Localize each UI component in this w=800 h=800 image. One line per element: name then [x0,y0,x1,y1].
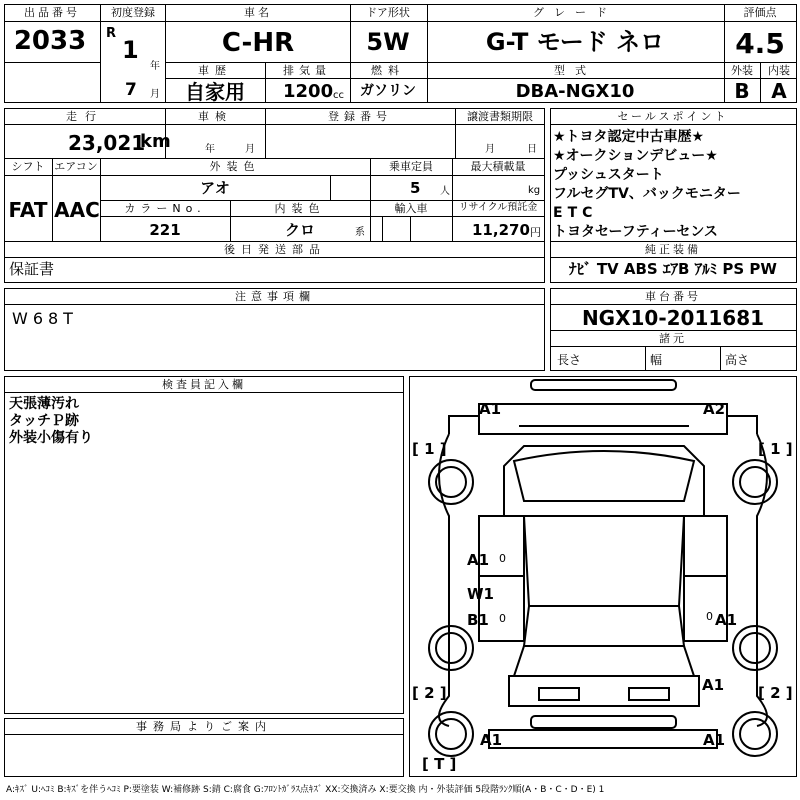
legend: A:ｷｽﾞ U:ﾍｺﾐ B:ｷｽﾞを伴うﾍｺﾐ P:要塗装 W:補修跡 S:錆 C:腐食 G:ﾌﾛﾝﾄｶﾞﾗｽ点ｷｽﾞ XX:交換済み X:要交換 内・外装評価 5段階ﾗﾝｸ順(A・B・C・D・E) 1 [6,785,605,795]
ac-label: エアコン [54,160,98,173]
wheel-mark: [ 2 ] [412,684,447,702]
int-color-unit: 系 [355,227,365,238]
selling-points-label: セールスポイント [617,110,729,123]
shift-label: シフト [11,160,45,173]
interior-score: A [771,79,787,103]
inspector-notes [9,396,93,447]
docs-day: 日 [527,144,537,155]
cc-unit: cc [333,90,344,101]
load-label: 最大積載量 [470,160,526,173]
selling-point: プッシュスタート [553,167,664,183]
damage-mark: A1 [715,611,738,629]
capacity-label: 乗車定員 [389,160,433,173]
equipment-label: 純正装備 [645,243,701,256]
chassis-label: 車台番号 [645,290,701,303]
score: 4.5 [735,27,785,60]
displacement-label: 排気量 [283,64,331,77]
lot-label: 出品番号 [24,6,80,19]
reg-month: 7 [125,80,137,100]
lot-number: 2033 [13,26,87,56]
car-name: C-HR [221,28,295,58]
inspection-year-unit: 年 [205,144,215,155]
history-label: 車歴 [198,64,232,77]
inspector-note: 外装小傷有り [9,430,93,446]
selling-point: ETC [553,205,598,221]
reg-no-label: 登録番号 [328,110,392,123]
ext-color-label: 外装色 [209,160,261,173]
exterior-label: 外装 [731,64,753,77]
wheel-mark: [ T ] [422,755,457,773]
int-color-label: 内装色 [274,202,326,215]
fuel-label: 燃料 [371,64,405,77]
score-label: 評価点 [743,6,777,19]
displacement: 1200 [283,81,334,102]
chassis-number: NGX10-2011681 [581,306,765,330]
shift: FAT [8,198,48,222]
later-items: 保証書 [9,260,55,278]
car-diagram [409,376,797,778]
import-label: 輸入車 [394,202,428,215]
damage-mark: 0 [706,610,713,623]
recycle-label: リサイクル預託金 [458,202,538,213]
fuel: ガソリン [360,83,416,99]
era: R [106,26,117,41]
selling-points-list [553,128,741,242]
damage-mark: A1 [480,731,503,749]
recycle: 11,270 [472,221,530,239]
notes-label: 注意事項欄 [235,290,315,303]
first-reg-label: 初度登録 [111,6,155,19]
interior-label: 内装 [768,64,790,77]
load-unit: kg [528,185,541,196]
selling-point: ★トヨタ認定中古車歴★ [553,129,705,145]
damage-mark: W1 [467,585,494,603]
equipment-items: ﾅﾋﾞ TV ABS ｴｱB ｱﾙﾐ PS PW [569,260,777,278]
later-label: 後日発送部品 [224,243,326,256]
docs-label: 譲渡書類期限 [467,110,533,123]
damage-mark: A1 [702,676,725,694]
doors-label: ドア形状 [366,6,410,19]
damage-mark: A1 [479,400,502,418]
selling-point: ★オークションデビュー★ [553,148,718,164]
inspector-note: 天張薄汚れ [9,396,79,412]
office-label: 事務局よりご案内 [136,720,272,733]
km-unit: km [140,131,171,152]
damage-mark: 0 [499,612,506,625]
mileage: 23,021 [68,131,146,155]
dims-label: 諸元 [659,332,687,345]
docs-month: 月 [485,144,495,155]
ext-color: アオ [200,179,230,197]
damage-mark: A1 [467,551,490,569]
damage-mark: A1 [703,731,726,749]
exterior-score: B [734,79,750,103]
mileage-label: 走行 [66,110,104,123]
inspector-note: タッチＰ跡 [9,413,79,429]
damage-mark: B1 [467,611,489,629]
grade-label: グレード [533,6,617,19]
capacity-unit: 人 [440,186,450,197]
selling-point: トヨタセーフティーセンス [553,224,718,240]
inspector-label: 検査員記入欄 [162,378,246,391]
month-unit: 月 [150,89,160,100]
history: 自家用 [185,80,245,104]
model: DBA-NGX10 [515,81,635,102]
length-label: 長さ [557,353,582,367]
int-color: クロ [284,221,316,239]
year-unit: 年 [150,61,160,72]
doors: 5W [366,28,410,56]
damage-mark: A2 [703,400,726,418]
grade: G-T モード ネロ [485,28,665,56]
width-label: 幅 [650,353,663,367]
height-label: 高さ [725,353,750,367]
capacity: 5 [410,179,421,197]
color-no: 221 [149,221,181,239]
wheel-mark: [ 1 ] [412,440,447,458]
ac: AAC [54,198,100,222]
damage-mark: 0 [499,552,506,565]
selling-point: フルセグTV、バックモニター [553,186,741,202]
inspection-month-unit: 月 [245,144,255,155]
wheel-mark: [ 1 ] [758,440,793,458]
notes-text: W68T [12,309,78,328]
yen-unit: 円 [530,226,541,239]
car-name-label: 車名 [244,6,272,19]
color-no-label: カラーNo. [124,202,206,215]
model-label: 型式 [554,64,596,77]
inspection-label: 車検 [198,110,232,123]
wheel-mark: [ 2 ] [758,684,793,702]
reg-year: 1 [122,36,139,64]
